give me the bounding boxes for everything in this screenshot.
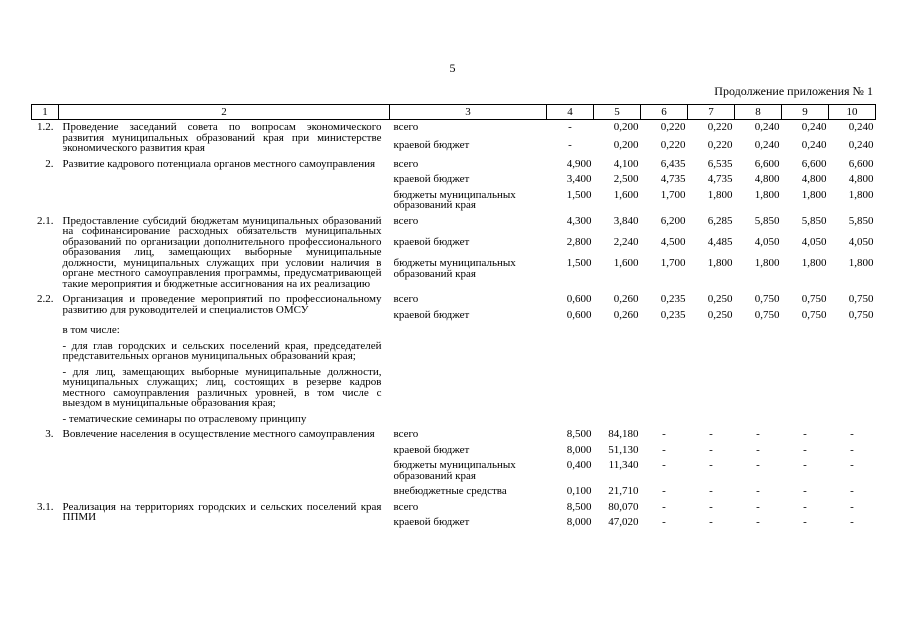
value-cell: 4,050 bbox=[848, 235, 874, 248]
value-cell: 6,600 bbox=[801, 157, 827, 170]
table-row bbox=[32, 339, 876, 365]
value-cell: 1,800 bbox=[754, 188, 780, 201]
header-cell: 7 bbox=[688, 105, 735, 120]
value-cell: 4,800 bbox=[754, 173, 780, 185]
value-cell: - bbox=[803, 459, 807, 471]
value-cell: 4,300 bbox=[566, 214, 592, 227]
row-name: - для лиц, замещающих выборные муниципальные должности, муниципальных служащих; лиц, состоящих в резерве кадров местного самоуправления различных уровней, в том числе с выездом в муниципальные образования края; bbox=[62, 365, 382, 409]
value-cell bbox=[688, 323, 735, 339]
funding-source bbox=[390, 365, 547, 412]
value-cell: 4,485 bbox=[707, 235, 733, 248]
value-cell: 8,500 bbox=[566, 500, 592, 513]
value-cell: 51,130 bbox=[608, 443, 639, 456]
funding-source bbox=[390, 412, 547, 428]
value-cell: 4,050 bbox=[801, 235, 827, 248]
row-number: 2. bbox=[45, 157, 54, 170]
value-cell: 1,600 bbox=[613, 188, 639, 201]
value-cell: 4,800 bbox=[848, 173, 874, 185]
funding-source: краевой бюджет bbox=[393, 516, 470, 528]
value-cell: 4,500 bbox=[660, 235, 686, 248]
value-cell: - bbox=[850, 428, 854, 440]
value-cell: 6,200 bbox=[660, 214, 686, 227]
funding-source: всего bbox=[393, 214, 419, 227]
row-number: 2.1. bbox=[37, 214, 54, 227]
table-row bbox=[32, 120, 876, 139]
header-cell: 5 bbox=[594, 105, 641, 120]
value-cell: 0,235 bbox=[660, 308, 686, 321]
value-cell: 3,400 bbox=[566, 173, 592, 185]
row-number: 2.2. bbox=[37, 293, 54, 305]
funding-source: краевой бюджет bbox=[393, 443, 470, 456]
value-cell bbox=[641, 412, 688, 428]
value-cell: 6,600 bbox=[848, 157, 874, 170]
value-cell: 4,735 bbox=[660, 173, 686, 185]
value-cell: 1,700 bbox=[660, 257, 686, 270]
header-cell: 10 bbox=[829, 105, 876, 120]
value-cell: 0,750 bbox=[754, 308, 780, 321]
header-cell: 2 bbox=[59, 105, 390, 120]
value-cell: 8,000 bbox=[566, 516, 592, 528]
value-cell: - bbox=[756, 516, 760, 528]
value-cell bbox=[547, 339, 594, 365]
funding-source: всего bbox=[393, 293, 419, 305]
value-cell: - bbox=[803, 500, 807, 513]
value-cell: 6,600 bbox=[754, 157, 780, 170]
value-cell: - bbox=[709, 516, 713, 528]
row-number bbox=[32, 339, 59, 365]
value-cell: 5,850 bbox=[848, 214, 874, 227]
value-cell: 1,800 bbox=[754, 257, 780, 270]
row-number bbox=[32, 323, 59, 339]
value-cell: 1,800 bbox=[848, 257, 874, 270]
table-row bbox=[32, 323, 876, 339]
value-cell: - bbox=[850, 485, 854, 497]
value-cell bbox=[641, 339, 688, 365]
value-cell: 4,100 bbox=[613, 157, 639, 170]
value-cell: - bbox=[709, 428, 713, 440]
value-cell bbox=[735, 412, 782, 428]
value-cell: 0,220 bbox=[707, 121, 733, 133]
value-cell: - bbox=[756, 485, 760, 497]
funding-source bbox=[390, 339, 547, 365]
table-row bbox=[32, 365, 876, 412]
header-cell: 4 bbox=[547, 105, 594, 120]
table-row bbox=[32, 500, 876, 516]
value-cell: - bbox=[803, 485, 807, 497]
value-cell: - bbox=[803, 516, 807, 528]
value-cell bbox=[594, 323, 641, 339]
value-cell: 0,250 bbox=[707, 308, 733, 321]
value-cell: 0,600 bbox=[566, 308, 592, 321]
value-cell: 0,240 bbox=[754, 121, 780, 133]
value-cell bbox=[688, 365, 735, 412]
appendix-table bbox=[31, 104, 876, 531]
table-row bbox=[32, 427, 876, 443]
value-cell bbox=[641, 323, 688, 339]
value-cell: 0,260 bbox=[613, 308, 639, 321]
value-cell: 4,900 bbox=[566, 157, 592, 170]
value-cell: 0,240 bbox=[754, 139, 780, 152]
value-cell: 21,710 bbox=[608, 485, 639, 497]
value-cell: 2,240 bbox=[613, 235, 639, 248]
value-cell bbox=[735, 365, 782, 412]
continuation-label: Продолжение приложения № 1 bbox=[714, 84, 873, 98]
row-name: Проведение заседаний совета по вопросам экономического развития муниципальных образований края при министерстве экономического развития края bbox=[62, 121, 382, 154]
table-row bbox=[32, 412, 876, 428]
value-cell: 47,020 bbox=[608, 516, 639, 528]
value-cell: 1,500 bbox=[566, 257, 592, 270]
value-cell: 0,240 bbox=[801, 121, 827, 133]
value-cell bbox=[547, 412, 594, 428]
funding-source: всего bbox=[393, 500, 419, 513]
value-cell: 0,200 bbox=[613, 139, 639, 152]
value-cell bbox=[829, 339, 876, 365]
funding-source: бюджеты муниципальных образований края bbox=[393, 459, 516, 482]
value-cell bbox=[782, 339, 829, 365]
page-number: 5 bbox=[449, 61, 456, 75]
value-cell: 0,200 bbox=[613, 121, 639, 133]
header-cell: 6 bbox=[641, 105, 688, 120]
table-body bbox=[32, 120, 876, 531]
value-cell: 1,700 bbox=[660, 188, 686, 201]
row-name: Вовлечение населения в осуществление местного самоуправления bbox=[62, 428, 375, 440]
value-cell: - bbox=[756, 443, 760, 456]
row-number bbox=[32, 365, 59, 412]
table-row bbox=[32, 214, 876, 235]
value-cell: 4,800 bbox=[801, 173, 827, 185]
value-cell: - bbox=[756, 459, 760, 471]
value-cell: 4,735 bbox=[707, 173, 733, 185]
funding-source: всего bbox=[393, 157, 419, 170]
value-cell: - bbox=[709, 459, 713, 471]
value-cell: 6,435 bbox=[660, 157, 686, 170]
value-cell bbox=[829, 412, 876, 428]
header-cell: 3 bbox=[390, 105, 547, 120]
value-cell: 0,220 bbox=[660, 139, 686, 152]
value-cell: 0,750 bbox=[848, 308, 874, 321]
header-cell: 1 bbox=[32, 105, 59, 120]
value-cell: 0,750 bbox=[754, 293, 780, 305]
table-header-row bbox=[32, 105, 876, 120]
value-cell bbox=[782, 323, 829, 339]
value-cell: 3,840 bbox=[613, 214, 639, 227]
row-name: Организация и проведение мероприятий по профессиональному развитию для руководителей и специалистов ОМСУ bbox=[62, 293, 382, 316]
value-cell: 0,400 bbox=[566, 459, 592, 471]
value-cell: - bbox=[850, 500, 854, 513]
funding-source: всего bbox=[393, 121, 419, 133]
value-cell: 1,500 bbox=[566, 188, 592, 201]
funding-source bbox=[390, 323, 547, 339]
value-cell: 1,800 bbox=[801, 188, 827, 201]
value-cell: 0,250 bbox=[707, 293, 733, 305]
funding-source: краевой бюджет bbox=[393, 235, 470, 248]
value-cell: - bbox=[803, 443, 807, 456]
value-cell bbox=[735, 323, 782, 339]
row-name: Реализация на территориях городских и сельских поселений края ППМИ bbox=[62, 500, 382, 523]
value-cell: - bbox=[756, 428, 760, 440]
value-cell: 2,500 bbox=[613, 173, 639, 185]
value-cell: - bbox=[662, 443, 666, 456]
value-cell: 0,220 bbox=[707, 139, 733, 152]
value-cell: 1,800 bbox=[801, 257, 827, 270]
header-cell: 8 bbox=[735, 105, 782, 120]
value-cell bbox=[594, 339, 641, 365]
value-cell: - bbox=[709, 500, 713, 513]
value-cell: 1,800 bbox=[707, 188, 733, 201]
funding-source: бюджеты муниципальных образований края bbox=[393, 257, 516, 280]
value-cell: - bbox=[756, 500, 760, 513]
value-cell: - bbox=[709, 443, 713, 456]
value-cell: - bbox=[568, 139, 572, 152]
value-cell: 5,850 bbox=[801, 214, 827, 227]
funding-source: краевой бюджет bbox=[393, 173, 470, 185]
value-cell: 0,220 bbox=[660, 121, 686, 133]
value-cell: 80,070 bbox=[608, 500, 639, 513]
value-cell: 5,850 bbox=[754, 214, 780, 227]
value-cell: 0,240 bbox=[801, 139, 827, 152]
value-cell bbox=[594, 365, 641, 412]
table-row bbox=[32, 157, 876, 173]
value-cell: 0,100 bbox=[566, 485, 592, 497]
value-cell: - bbox=[850, 443, 854, 456]
value-cell: 0,750 bbox=[801, 293, 827, 305]
value-cell: - bbox=[662, 459, 666, 471]
value-cell: - bbox=[803, 428, 807, 440]
value-cell: 0,600 bbox=[566, 293, 592, 305]
row-name: в том числе: bbox=[62, 324, 120, 336]
row-number: 3. bbox=[45, 428, 54, 440]
funding-source: внебюджетные средства bbox=[393, 485, 507, 497]
value-cell: 8,500 bbox=[566, 428, 592, 440]
row-name: - тематические семинары по отраслевому принципу bbox=[62, 412, 307, 425]
row-number: 1.2. bbox=[37, 121, 54, 133]
value-cell bbox=[547, 365, 594, 412]
value-cell bbox=[829, 323, 876, 339]
funding-source: краевой бюджет bbox=[393, 139, 470, 152]
value-cell bbox=[688, 412, 735, 428]
value-cell bbox=[829, 365, 876, 412]
value-cell: 0,260 bbox=[613, 293, 639, 305]
value-cell: 4,050 bbox=[754, 235, 780, 248]
value-cell: 8,000 bbox=[566, 443, 592, 456]
value-cell bbox=[688, 339, 735, 365]
value-cell: - bbox=[709, 485, 713, 497]
value-cell: - bbox=[662, 500, 666, 513]
value-cell bbox=[594, 412, 641, 428]
value-cell: 84,180 bbox=[608, 428, 639, 440]
value-cell: 0,240 bbox=[848, 139, 874, 152]
header-cell: 9 bbox=[782, 105, 829, 120]
value-cell: - bbox=[662, 516, 666, 528]
value-cell: 1,800 bbox=[707, 257, 733, 270]
row-name: Предоставление субсидий бюджетам муниципальных образований на софинансирование расходных обязательств муниципальных образований по организации дополнительного профессионального образования лиц, замещающих выборные муниципальные должности, муниципальных служащих при условии наличия в органе местного самоуправления программы, предусматривающей такие мероприятия и бюджетные ассигнования на их реализацию bbox=[62, 214, 382, 290]
value-cell: 1,800 bbox=[848, 188, 874, 201]
row-name: Развитие кадрового потенциала органов местного самоуправления bbox=[62, 157, 376, 170]
value-cell: 2,800 bbox=[566, 235, 592, 248]
value-cell: 0,750 bbox=[801, 308, 827, 321]
funding-source: бюджеты муниципальных образований края bbox=[393, 188, 516, 211]
value-cell: - bbox=[850, 459, 854, 471]
value-cell bbox=[547, 323, 594, 339]
value-cell: 6,285 bbox=[707, 214, 733, 227]
row-name: - для глав городских и сельских поселений края, председателей представительных органов муниципальных образований края; bbox=[62, 339, 382, 362]
value-cell: 0,240 bbox=[848, 121, 874, 133]
value-cell: 0,750 bbox=[848, 293, 874, 305]
value-cell: - bbox=[662, 485, 666, 497]
table-row bbox=[32, 292, 876, 308]
value-cell: 1,600 bbox=[613, 257, 639, 270]
value-cell bbox=[782, 412, 829, 428]
value-cell: - bbox=[850, 516, 854, 528]
row-number bbox=[32, 412, 59, 428]
value-cell: 6,535 bbox=[707, 157, 733, 170]
funding-source: всего bbox=[393, 428, 419, 440]
funding-source: краевой бюджет bbox=[393, 308, 470, 321]
value-cell: 11,340 bbox=[608, 459, 639, 471]
row-number: 3.1. bbox=[37, 500, 54, 513]
value-cell: - bbox=[662, 428, 666, 440]
value-cell: - bbox=[568, 121, 572, 133]
value-cell bbox=[735, 339, 782, 365]
value-cell bbox=[782, 365, 829, 412]
value-cell: 0,235 bbox=[660, 293, 686, 305]
value-cell bbox=[641, 365, 688, 412]
